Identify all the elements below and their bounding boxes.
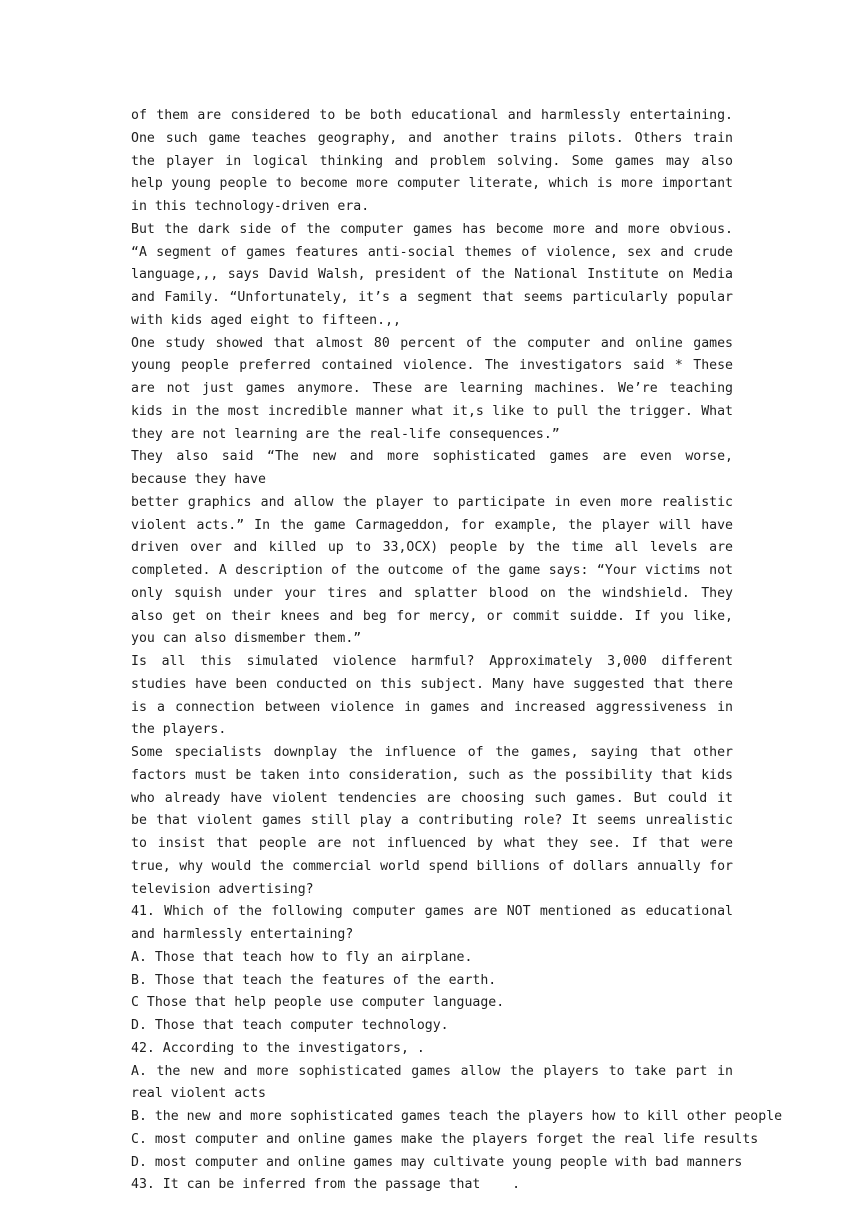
question-stem: 41. Which of the following computer games are NOT mentioned as educational and harmlessly entertaining? [131, 904, 733, 942]
option-c: C Those that help people use computer language. [131, 995, 505, 1011]
paragraph-educational-games: of them are considered to be both educational and harmlessly entertaining. One such game teaches geography, and another trains pilots. Others train the player in logical thinking and problem solving. Some games may also help young people to become more computer literate, which is more important in this technology-driven era. [131, 108, 733, 214]
option-d: D. most computer and online games may cultivate young people with bad manners [131, 1154, 743, 1170]
option-a: A. Those that teach how to fly an airplane. [131, 949, 473, 965]
question-41 [131, 901, 733, 1038]
paragraph-carmageddon: better graphics and allow the player to participate in even more realistic violent acts.” In the game Carmageddon, for example, the player will have driven over and killed up to 33,OCX) people by the time all levels are completed. A description of the outcome of the game says: “Your victims not only squish under your tires and splatter blood on the windshield. They also get on their knees and beg for mercy, or commit suidde. If you like, you can also dismember them.” [131, 494, 733, 647]
option-b: B. the new and more sophisticated games teach the players how to kill other people [131, 1109, 783, 1124]
option-b: B. Those that teach the features of the earth. [131, 972, 497, 988]
option-a: A. the new and more sophisticated games allow the players to take part in real violent acts [131, 1063, 733, 1102]
question-43 [131, 1174, 733, 1197]
paragraph-dark-side: But the dark side of the computer games has become more and more obvious. “A segment of games features anti-social themes of violence, sex and crude language,,, says David Walsh, president of the National Institute on Media and Family. “Unfortunately, it’s a segment that seems particularly popular with kids aged eight to fifteen.,, [131, 221, 733, 328]
question-stem: 43. It can be inferred from the passage that . [131, 1177, 521, 1193]
option-d: D. Those that teach computer technology. [131, 1018, 449, 1033]
option-list [131, 947, 733, 1038]
option-c: C. most computer and online games make the players forget the real life results [131, 1131, 759, 1147]
paragraph-simulated-violence: Is all this simulated violence harmful? Approximately 3,000 different studies have been conducted on this subject. Many have suggested that there is a connection between violence in games and increased aggressiveness in the players. [131, 654, 733, 738]
question-stem: 42. According to the investigators, . [131, 1040, 425, 1056]
option-list [131, 1061, 783, 1175]
document-body [131, 105, 783, 1197]
paragraph-investigators-said: They also said “The new and more sophisticated games are even worse, because they have [131, 449, 733, 487]
paragraph-specialists: Some specialists downplay the influence of the games, saying that other factors must be taken into consideration, such as the possibility that kids who already have violent tendencies are choosing such games. But could it be that violent games still play a contributing role? It seems unrealistic to insist that people are not influenced by what they see. If that were true, why would the commercial world spend billions of dollars annually for television advertising? [131, 745, 733, 897]
question-42 [131, 1038, 783, 1175]
paragraph-study-violence: One study showed that almost 80 percent of the computer and online games young people preferred contained violence. The investigators said * These are not just games anymore. These are learning machines. We’re teaching kids in the most incredible manner what it,s like to pull the trigger. What they are not learning are the real-life consequences.” [131, 335, 733, 442]
